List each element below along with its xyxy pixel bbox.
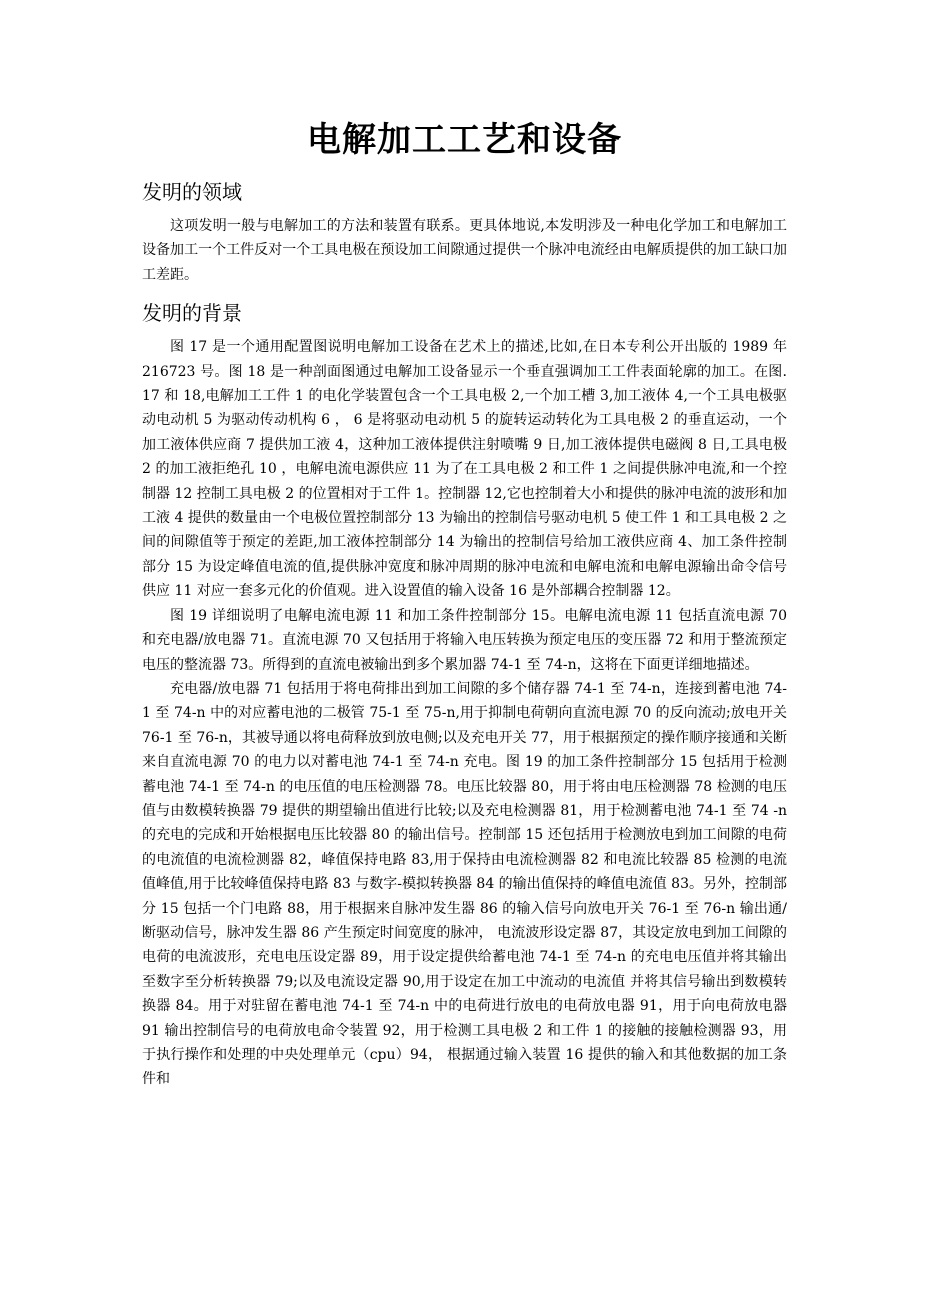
paragraph-background-charger: 充电器/放电器 71 包括用于将电荷排出到加工间隙的多个储存器 74-1 至 74-n，连接到蓄电池 74-1 至 74-n 中的对应蓄电池的二极管 75-1 至 75-n,用于抑制电荷朝向直流电源 70 的反向流动;放电开关 76-1 至 76-n，其被导通以将电荷释放到放电侧;以及充电开关 77，用于根据预定的操作顺序接通和关断来自直流电源 70 的电力以对蓄电池 74-1 至 74-n 充电。图 19 的加工条件控制部分 15 包括用于检测蓄电池 74-1 至 74-n 的电压值的电压检测器 78。电压比较器 80，用于将由电压检测器 78 检测的电压值与由数模转换器 79 提供的期望输出值进行比较;以及充电检测器 81，用于检测蓄电池 74-1 至 74 -n 的充电的完成和开始根据电压比较器 80 的输出信号。控制部 15 还包括用于检测放电到加工间隙的电荷的电流值的电流检测器 82，峰值保持电路 83,用于保持由电流检测器 82 和电流比较器 85 检测的电流值峰值,用于比较峰值保持电路 83 与数字-模拟转换器 84 的输出值保持的峰值电流值 83。另外，控制部分 15 包括一个门电路 88，用于根据来自脉冲发生器 86 的输入信号向放电开关 76-1 至 76-n 输出通/断驱动信号，脉冲发生器 86 产生预定时间宽度的脉冲， 电流波形设定器 87，其设定放电到加工间隙的电荷的电流波形，充电电压设定器 89，用于设定提供给蓄电池 74-1 至 74-n 的充电电压值并将其输出至数字至分析转换器 79;以及电流设定器 90,用于设定在加工中流动的电流值 并将其信号输出到数模转换器 84。用于对驻留在蓄电池 74-1 至 74-n 中的电荷进行放电的电荷放电器 91，用于向电荷放电器 91 输出控制信号的电荷放电命令装置 92，用于检测工具电极 2 和工件 1 的接触的接触检测器 93，用于执行操作和处理的中央处理单元（cpu）94， 根据通过输入装置 16 提供的输入和其他数据的加工条件和 — [142, 680, 787, 1088]
paragraph-background-fig17: 图 17 是一个通用配置图说明电解加工设备在艺术上的描述,比如,在日本专利公开出版的 1989 年 216723 号。图 18 是一种剖面图通过电解加工设备显示一个垂直强调加工工件表面轮廓的加工。在图. 17 和 18,电解加工工件 1 的电化学装置包含一个工具电极 2,一个加工槽 3,加工液体 4,一个工具电极驱动电动机 5 为驱动传动机构 6 ， 6 是将驱动电动机 5 的旋转运动转化为工具电极 2 的垂直运动，一个加工液体供应商 7 提供加工液 4，这种加工液体提供注射喷嘴 9 日,加工液体提供电磁阀 8 日,工具电极 2 的加工液拒绝孔 10 ，电解电流电源供应 11 为了在工具电极 2 和工件 1 之间提供脉冲电流,和一个控制器 12 控制工具电极 2 的位置相对于工件 1。控制器 12,它也控制着大小和提供的脉冲电流的波形和加工液 4 提供的数量由一个电极位置控制部分 13 为输出的控制信号驱动电机 5 使工件 1 和工具电极 2 之间的间隙值等于预定的差距,加工液体控制部分 14 为输出的控制信号给加工液供应商 4、加工条件控制部分 15 为设定峰值电流的值,提供脉冲宽度和脉冲周期的脉冲电流和电解电流和电解电源输出命令信号供应 11 对应一套多元化的价值观。进入设置值的输入设备 16 是外部耦合控制器 12。 — [142, 339, 787, 600]
section-heading-background: 发明的背景 — [142, 301, 242, 326]
document-page — [142, 108, 787, 1092]
paragraph-field: 这项发明一般与电解加工的方法和装置有联系。更具体地说,本发明涉及一种电化学加工和电解加工设备加工一个工件反对一个工具电极在预设加工间隙通过提供一个脉冲电流经由电解质提供的加工缺口加工差距。 — [142, 218, 787, 283]
paragraph-background-fig19: 图 19 详细说明了电解电流电源 11 和加工条件控制部分 15。电解电流电源 11 包括直流电源 70 和充电器/放电器 71。直流电源 70 又包括用于将输入电压转换为预定电压的变压器 72 和用于整流预定电压的整流器 73。所得到的直流电被输出到多个累加器 74-1 至 74-n，这将在下面更详细地描述。 — [142, 607, 787, 673]
document-title: 电解加工工艺和设备 — [307, 120, 622, 160]
section-heading-field: 发明的领域 — [142, 180, 242, 204]
